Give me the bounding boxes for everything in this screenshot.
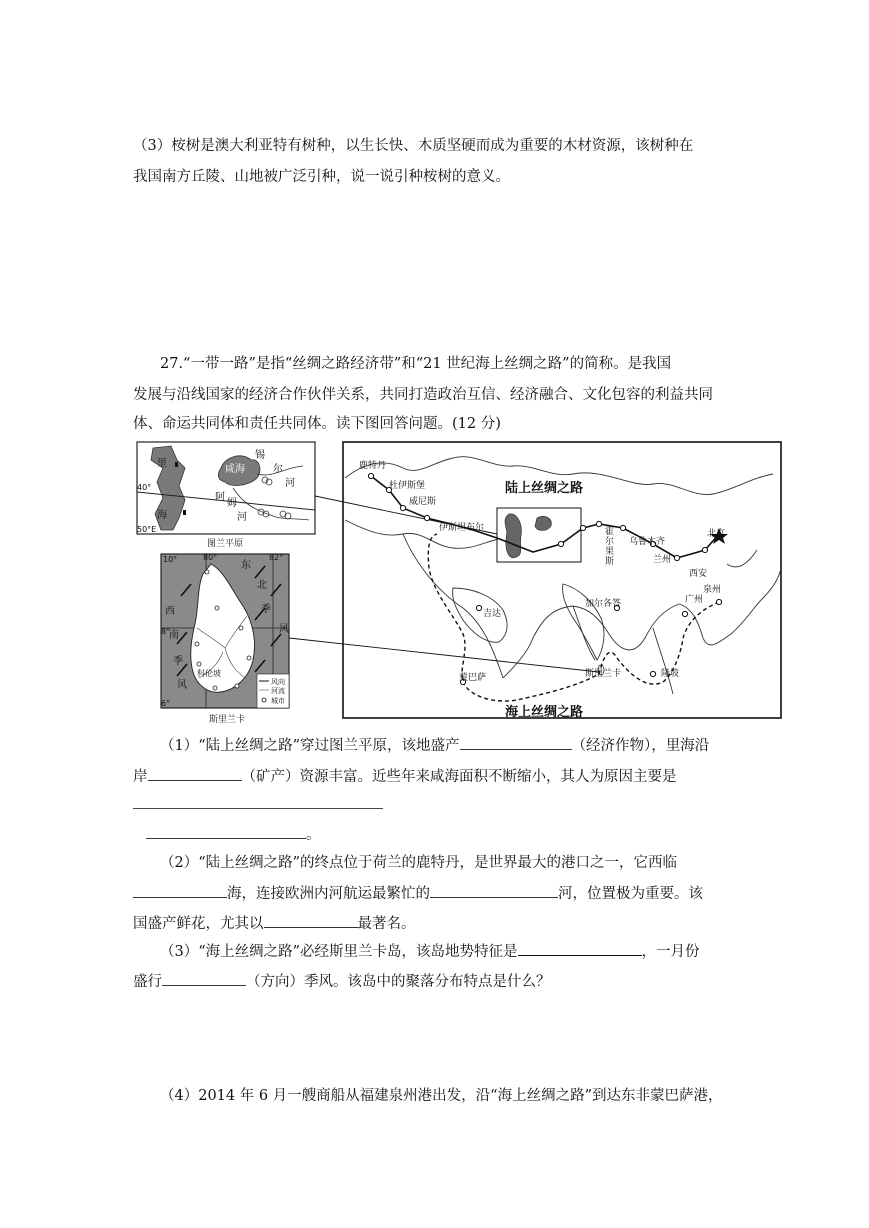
q27-intro-line3: 体、命运共同体和责任共同体。读下图回答问题。(12 分) [133, 416, 501, 432]
lanka-label-ji2: 季 [173, 656, 183, 667]
lanka-legend [257, 674, 289, 708]
answer-blank-mineral[interactable] [148, 764, 242, 781]
lanka-label-xi: 西 [165, 606, 175, 617]
q27-2-text-e: 最著名。 [357, 916, 416, 932]
turan-label-he2: 河 [237, 512, 247, 523]
turan-label-a: 阿 [215, 492, 225, 503]
q27-2-text-c: 河，位置极为重要。该 [558, 886, 703, 902]
svg-text:河流: 河流 [271, 687, 285, 695]
q26-3-line1: （3）桉树是澳大利亚特有树种，以生长快、木质坚硬而成为重要的木材资源，该树种在 [133, 138, 694, 154]
lanka-title: 斯里兰卡 [209, 715, 246, 725]
q27-3-line2 [133, 967, 739, 998]
turan-label-40: 40° [137, 483, 152, 492]
turan-title: 图兰平原 [207, 539, 244, 549]
q27-1-text-b: （经济作物），里海沿 [571, 738, 710, 754]
city-duisburg: 杜伊斯堡 [389, 481, 426, 491]
q27-4-line1: （4）2014 年 6 月一艘商船从福建泉州港出发，沿“海上丝绸之路”到达东非蒙巴萨港， [160, 1088, 723, 1104]
answer-blank-river[interactable] [430, 881, 558, 898]
city-quanzhou: 泉州 [703, 585, 722, 595]
q27-1-line4 [146, 820, 752, 851]
city-er: 尔 [605, 537, 615, 547]
city-urumqi: 乌鲁木齐 [629, 537, 666, 547]
answer-blank-terrain[interactable] [518, 939, 642, 956]
q27-1-text-a: （1）“陆上丝绸之路”穿过图兰平原，该地盛产 [160, 738, 460, 754]
city-kolkata: 加尔各答 [585, 599, 622, 609]
q27-2-line3 [133, 909, 739, 940]
q27-intro-line1: 27.“一带一路”是指“丝绸之路经济带”和“21 世纪海上丝绸之路”的简称。是我国 [160, 356, 672, 372]
city-jeddah: 吉达 [483, 609, 502, 619]
lanka-label-8: 8° [161, 627, 171, 636]
answer-blank-crop[interactable] [460, 733, 572, 750]
lanka-label-82: 82° [269, 553, 284, 562]
turan-label-li: 里 [157, 458, 167, 469]
q27-1-end: 。 [306, 827, 321, 843]
city-istanbul: 伊斯坦布尔 [439, 523, 485, 533]
answer-blank-aral-cause-1[interactable] [133, 808, 383, 809]
turan-plain-inset [137, 442, 315, 549]
sea-route-label: 海上丝绸之路 [505, 705, 584, 720]
lanka-label-feng2: 风 [177, 680, 187, 691]
q27-3-text-d: （方向）季风。该岛中的聚落分布特点是什么？ [246, 974, 551, 990]
main-silk-road-map [289, 442, 781, 720]
q27-intro-line2: 发展与沿线国家的经济合作伙伴关系，共同打造政治互信、经济融合、文化包容的利益共同 [133, 387, 713, 403]
sri-lanka-inset [161, 553, 289, 725]
turan-label-er: 尔 [273, 464, 283, 475]
turan-label-xianhai: 咸海 [225, 464, 245, 475]
city-srilanka: 斯里兰卡 [585, 669, 622, 679]
lanka-label-feng1: 风 [279, 624, 289, 635]
silk-road-map-figure [133, 438, 785, 728]
q27-3-text-b: ，一月份 [641, 944, 700, 960]
lanka-label-80: 80° [203, 553, 218, 562]
q26-3-line2: 我国南方丘陵、山地被广泛引种，说一说引种桉树的意义。 [133, 169, 510, 185]
answer-blank-monsoon[interactable] [162, 969, 246, 986]
q27-1-text-c: 岸 [133, 769, 148, 785]
q27-2-line2 [133, 879, 739, 910]
city-kuala: 隆坡 [661, 669, 680, 679]
city-xian: 西安 [689, 569, 708, 579]
svg-text:城市: 城市 [271, 697, 285, 705]
svg-text:风向: 风向 [271, 678, 285, 686]
q27-2-text-d: 国盛产鲜花，尤其以 [133, 916, 264, 932]
lanka-label-dong: 东 [241, 560, 251, 571]
city-huo: 霍 [605, 527, 615, 537]
q27-1-line1 [160, 731, 740, 762]
lanka-label-ji1: 季 [261, 604, 271, 615]
lanka-label-bei: 北 [257, 580, 267, 591]
city-venice: 威尼斯 [409, 497, 437, 507]
q27-3-line1 [160, 937, 740, 968]
city-si: 斯 [605, 557, 615, 567]
lanka-label-6: 6° [161, 699, 171, 708]
q27-3-text-c: 盛行 [133, 974, 162, 990]
lanka-label-colombo: 科伦坡 [197, 669, 221, 678]
q27-2-text-b: 海，连接欧洲内河航运最繁忙的 [227, 886, 430, 902]
turan-label-50e: 50°E [137, 525, 157, 534]
answer-blank-aral-cause-2[interactable] [146, 822, 306, 839]
city-guangzhou: 广州 [685, 595, 704, 605]
q27-1-line2 [133, 762, 739, 793]
turan-label-he1: 河 [285, 478, 295, 489]
answer-blank-flower[interactable] [264, 911, 358, 928]
q27-1-text-d: （矿产）资源丰富。近些年来咸海面积不断缩小，其人为原因主要是 [241, 769, 677, 785]
city-mombasa: 蒙巴萨 [459, 673, 487, 683]
city-rotterdam: 鹿特丹 [359, 461, 387, 471]
answer-blank-sea[interactable] [133, 881, 227, 898]
city-lanzhou: 兰州 [653, 555, 672, 565]
city-guo: 果 [605, 547, 615, 557]
land-route-label: 陆上丝绸之路 [505, 481, 584, 496]
q27-3-text-a: （3）“海上丝绸之路”必经斯里兰卡岛，该岛地势特征是 [160, 944, 518, 960]
lanka-label-nan: 南 [169, 630, 179, 641]
turan-label-xi: 锡 [255, 450, 265, 461]
q27-2-line1: （2）“陆上丝绸之路”的终点位于荷兰的鹿特丹，是世界最大的港口之一，它西临 [160, 855, 678, 871]
lanka-label-10: 10° [163, 555, 178, 564]
turan-label-mu: 姆 [227, 498, 237, 509]
turan-label-hai: 海 [157, 510, 167, 521]
city-beijing: 北京 [707, 529, 726, 539]
